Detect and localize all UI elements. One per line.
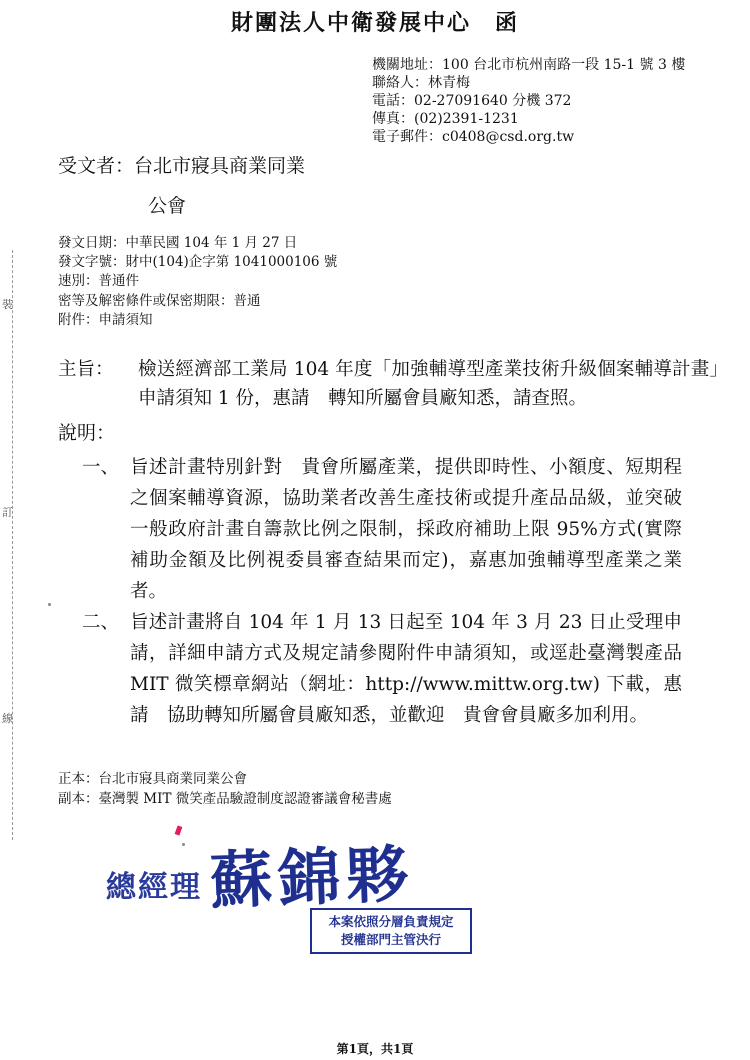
page-number: 第1頁，共1頁 — [336, 1042, 414, 1056]
fax-number: 傳真：(02)2391-1231 — [372, 111, 519, 127]
original-recipient: 正本：台北市寢具商業同業公會 — [58, 771, 247, 787]
dispatch-number: 發文字號：財中(104)企字第 1041000106 號 — [58, 254, 338, 271]
dispatch-date: 發文日期：中華民國 104 年 1 月 27 日 — [58, 235, 298, 251]
contact-block — [372, 56, 685, 146]
binding-mark: 裝 — [2, 298, 13, 311]
authorization-stamp — [310, 908, 472, 954]
signature-title: 總經理 — [106, 870, 202, 905]
contact-person: 聯絡人：林青梅 — [372, 75, 470, 91]
item-number: 一、 — [82, 457, 120, 478]
document-title: 財團法人中衛發展中心 函 — [230, 10, 519, 36]
signature-name: 蘇錦夥 — [208, 837, 416, 918]
delivery-speed: 速別：普通件 — [58, 273, 139, 290]
explanation-title: 說明： — [58, 422, 116, 444]
recipient-block — [58, 146, 305, 226]
binding-line — [12, 250, 13, 840]
scan-speck — [182, 843, 185, 846]
subject-text: 檢送經濟部工業局 104 年度「加強輔導型產業技術升級個案輔導計畫」申請須知 1 份，惠請 轉知所屬會員廠知悉，請查照。 — [138, 359, 728, 409]
copy-recipient: 副本：臺灣製 MIT 微笑產品驗證制度認證審議會秘書處 — [58, 790, 392, 807]
agency-address: 機關地址：100 台北市杭州南路一段 15-1 號 3 樓 — [372, 57, 686, 73]
stamp-line: 本案依照分層負責規定 — [328, 914, 454, 929]
binding-mark: 訂 — [2, 506, 13, 519]
binding-mark: 線 — [2, 712, 13, 725]
subject-block — [58, 355, 728, 413]
copies-block — [58, 770, 392, 809]
attachment-info: 附件：申請須知 — [58, 311, 153, 328]
recipient-line-continued: 公會 — [148, 195, 187, 217]
item-text: 旨述計畫將自 104 年 1 月 13 日起至 104 年 3 月 23 日止受理申請，詳細申請方式及規定請參閱附件申請須知，或逕赴臺灣製產品 MIT 微笑標章網站（網址：http://www.mittw.org.tw) 下載，惠請 協助轉知所屬會員廠知悉，並歡迎 貴會會員廠多加利用。 — [130, 612, 682, 726]
scan-speck — [48, 603, 51, 606]
recipient-line: 受文者：台北市寢具商業同業 — [58, 155, 306, 177]
item-text: 旨述計畫特別針對 貴會所屬產業，提供即時性、小額度、短期程之個案輔導資源，協助業者改善生產技術或提升產品品級，並突破一般政府計畫自籌款比例之限制，採政府補助上限 95%方式(實際補助金額及比例視委員審查結果而定)，嘉惠加強輔導型產業之業者。 — [130, 457, 682, 602]
stamp-line: 授權部門主管決行 — [340, 932, 441, 947]
subject-label: 主旨： — [58, 359, 114, 380]
item-number: 二、 — [82, 612, 120, 633]
dispatch-info — [58, 234, 337, 330]
explanation-item — [82, 452, 682, 607]
phone-number: 電話：02-27091640 分機 372 — [372, 93, 572, 109]
secrecy-level: 密等及解密條件或保密期限：普通 — [58, 292, 261, 309]
red-ink-mark — [175, 825, 183, 835]
email-address: 電子郵件：c0408@csd.org.tw — [372, 129, 575, 145]
explanation-item — [82, 607, 682, 731]
